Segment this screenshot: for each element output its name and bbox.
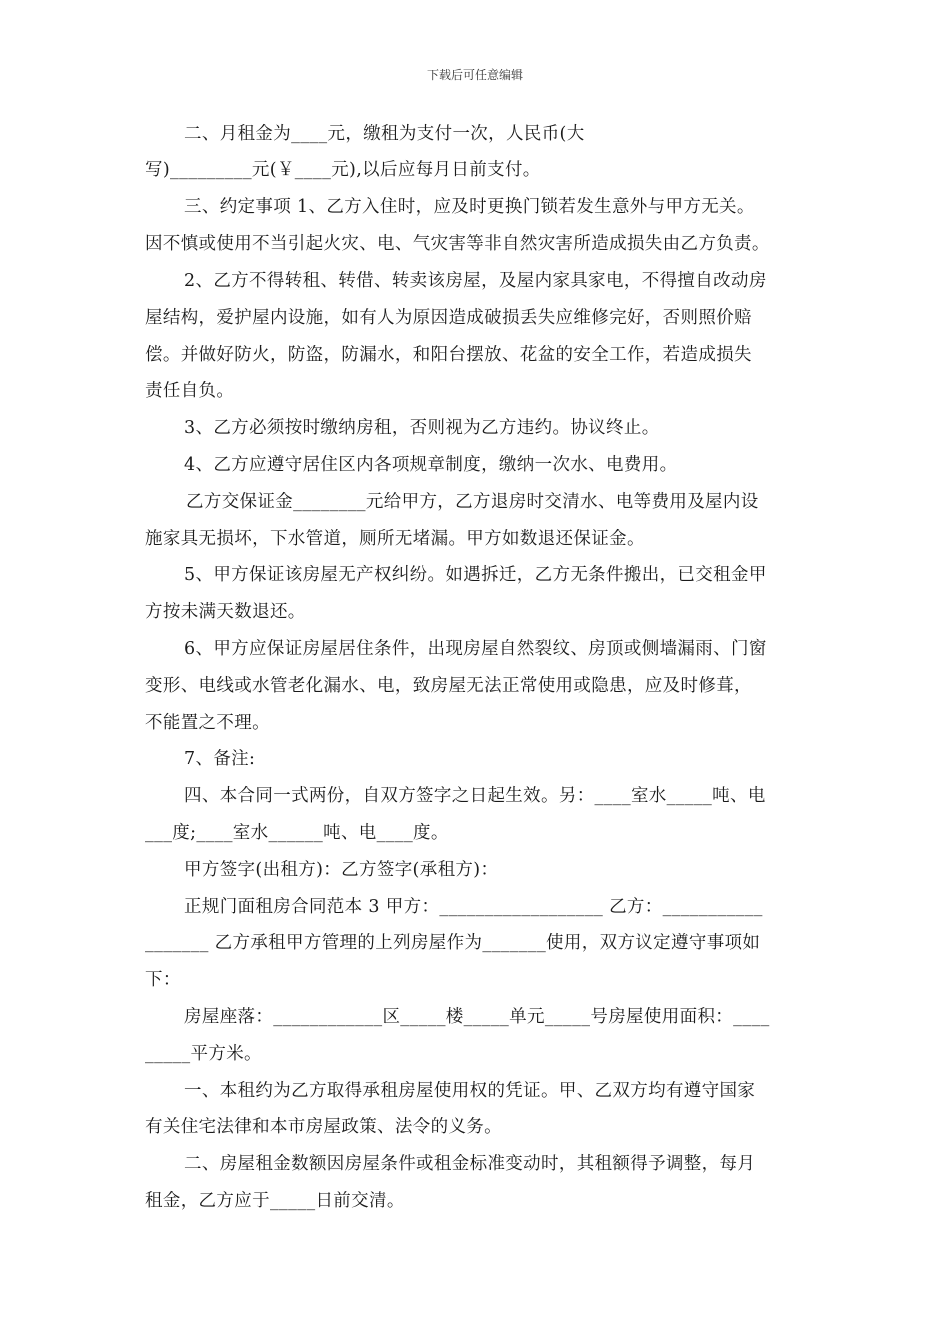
line-14: 方按未满天数退还。 (145, 602, 306, 622)
line-24: 下： (145, 970, 181, 990)
line-7: 偿。并做好防火，防盗，防漏水，和阳台摆放、花盆的安全工作，若造成损失 (145, 345, 752, 365)
header-note: 下载后可任意编辑 (426, 68, 523, 82)
line-30: 租金，乙方应于_____日前交清。 (145, 1191, 405, 1211)
line-16: 变形、电线或水管老化漏水、电，致房屋无法正常使用或隐患，应及时修葺， (145, 676, 752, 696)
line-11: 乙方交保证金________元给甲方，乙方退房时交清水、电等费用及屋内设 (186, 492, 759, 512)
line-27: 一、本租约为乙方取得承租房屋使用权的凭证。甲、乙双方均有遵守国家 (184, 1081, 756, 1101)
line-13: 5、甲方保证该房屋无产权纠纷。如遇拆迁，乙方无条件搬出，已交租金甲 (184, 565, 767, 585)
line-2: 写)_________元(￥____元),以后应每月日前支付。 (145, 160, 541, 180)
line-10: 4、乙方应遵守居住区内各项规章制度，缴纳一次水、电费用。 (184, 455, 678, 475)
line-6: 屋结构，爱护屋内设施，如有人为原因造成破损丢失应维修完好，否则照价赔 (145, 308, 752, 328)
line-1: 二、月租金为____元，缴租为支付一次，人民币(大 (184, 124, 585, 144)
line-18: 7、备注: (184, 749, 256, 769)
line-28: 有关住宅法律和本市房屋政策、法令的义务。 (145, 1117, 502, 1137)
line-8: 责任自负。 (145, 381, 235, 401)
line-12: 施家具无损坏，下水管道，厕所无堵漏。甲方如数退还保证金。 (145, 529, 645, 549)
line-26: _____平方米。 (145, 1044, 262, 1064)
line-4: 因不慎或使用不当引起火灾、电、气灾害等非自然灾害所造成损失由乙方负责。 (145, 234, 770, 254)
line-3: 三、约定事项 1、乙方入住时，应及时更换门锁若发生意外与甲方无关。 (184, 197, 755, 217)
line-19: 四、本合同一式两份，自双方签字之日起生效。另：____室水_____吨、电 (184, 786, 766, 806)
line-29: 二、房屋租金数额因房屋条件或租金标准变动时，其租额得予调整，每月 (184, 1154, 756, 1174)
line-21: 甲方签字(出租方)：乙方签字(承租方)： (184, 860, 499, 880)
line-20: ___度;____室水______吨、电____度。 (145, 823, 449, 843)
line-17: 不能置之不理。 (145, 713, 270, 733)
line-22: 正规门面租房合同范本 3 甲方：__________________ 乙方：___________ (184, 897, 763, 917)
line-23: _______ 乙方承租甲方管理的上列房屋作为_______使用，双方议定遵守事项如 (145, 933, 761, 953)
line-5: 2、乙方不得转租、转借、转卖该房屋，及屋内家具家电，不得擅自改动房 (184, 271, 767, 291)
line-25: 房屋座落：____________区_____楼_____单元_____号房屋使用面积：____ (184, 1007, 770, 1027)
line-9: 3、乙方必须按时缴纳房租，否则视为乙方违约。协议终止。 (184, 418, 660, 438)
line-15: 6、甲方应保证房屋居住条件，出现房屋自然裂纹、房顶或侧墙漏雨、门窗 (184, 639, 767, 659)
